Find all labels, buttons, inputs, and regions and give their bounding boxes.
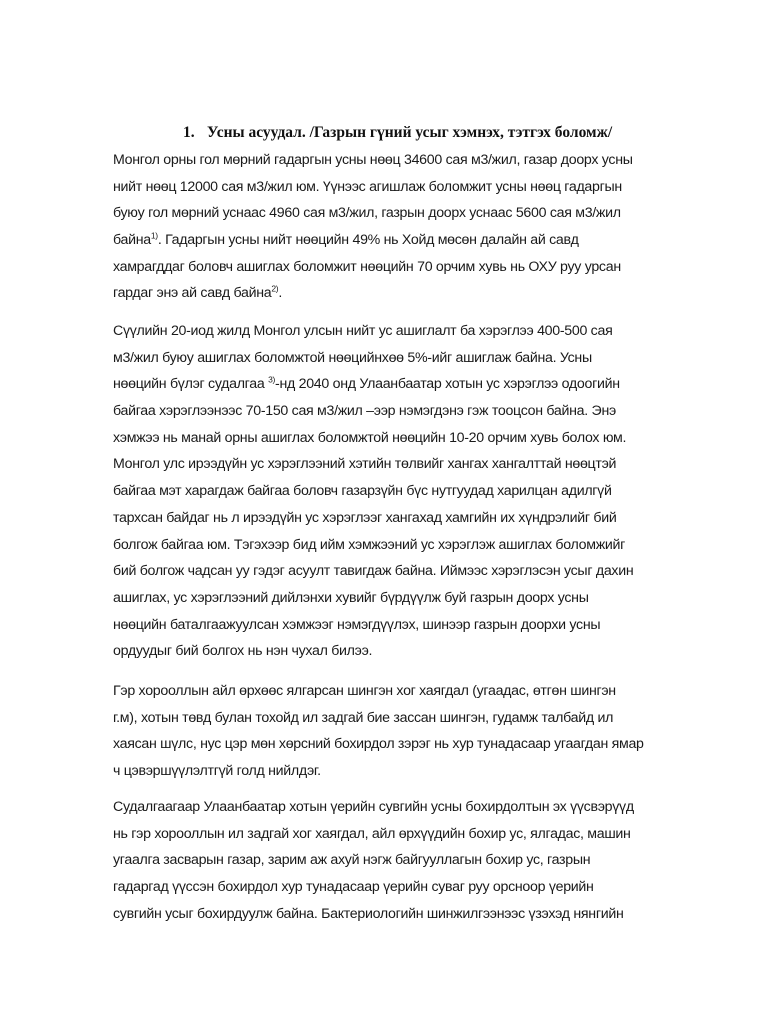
text-line: Судалгаагаар Улаанбаатар хотын үерийн сувгийн усны бохирдолтын эх үүсвэрүүд xyxy=(113,799,634,815)
section-heading xyxy=(183,124,612,142)
text-fragment: гардаг энэ ай савд байна xyxy=(113,285,272,302)
paragraph-water-consumption xyxy=(113,318,673,665)
paragraph-ger-district-pollution xyxy=(113,678,673,785)
text-line: хаясан шүлс, нус цэр мөн хөрсний бохирдол зэрэг нь хур тунадасаар угаагдан ямар xyxy=(113,736,644,753)
text-line: болгож байгаа юм. Тэгэхээр бид ийм хэмжээний ус хэрэглэж ашиглах боломжийг xyxy=(113,536,626,553)
section-number: 1. xyxy=(183,124,195,141)
text-fragment: -нд 2040 онд Улаанбаатар хотын ус хэрэглээ одоогийн xyxy=(275,376,620,393)
text-line: угаалга засварын газар, зарим аж ахуй нэгж байгууллагын бохир ус, газрын xyxy=(113,852,591,869)
text-line: буюу гол мөрний уснаас 4960 сая м3/жил, газрын доорх уснаас 5600 сая м3/жил xyxy=(113,205,621,222)
text-line: байгаа мэт харагдаж байгаа боловч газарзүйн бүс нутгуудад харилцан адилгүй xyxy=(113,483,612,500)
footnote-ref: 2) xyxy=(271,283,279,294)
text-line: Гэр хорооллын айл өрхөөс ялгарсан шингэн хог хаягдал (угаадас, өтгөн шингэн xyxy=(113,683,616,699)
footnote-ref: 3) xyxy=(268,374,276,385)
text-line: байгаа хэрэглээнээс 70-150 сая м3/жил –ээр нэмэгдэнэ гэж тооцсон байна. Энэ xyxy=(113,403,616,420)
text-line: Монгол орны гол мөрний гадаргын усны нөөц 34600 сая м3/жил, газар доорх усны xyxy=(113,152,633,168)
text-fragment: нөөцийн бүлэг судалгаа xyxy=(113,376,269,393)
text-line: хамрагддаг боловч ашиглах боломжит нөөцийн 70 орчим хувь нь ОХУ руу урсан xyxy=(113,258,621,275)
text-fragment: . Гадаргын усны нийт нөөцийн 49% нь Хойд мөсөн далайн ай савд xyxy=(157,232,579,249)
text-line xyxy=(113,280,673,307)
text-fragment: . xyxy=(278,285,282,302)
text-line: ч цэвэршүүлэлтгүй голд нийлдэг. xyxy=(113,763,321,780)
text-line: Сүүлийн 20-иод жилд Монгол улсын нийт ус ашиглалт ба хэрэглээ 400-500 сая xyxy=(113,323,613,339)
paragraph-flood-channel-study xyxy=(113,794,673,927)
text-line: нөөцийн баталгаажуулсан хэмжээг нэмэгдүүлэх, шинээр газрын доорхи усны xyxy=(113,616,601,633)
text-line: гадаргад үүссэн бохирдол хур тунадасаар үерийн суваг руу орсноор үерийн xyxy=(113,879,594,896)
text-line: ордуудыг бий болгох нь нэн чухал билээ. xyxy=(113,643,373,660)
text-line xyxy=(113,371,673,398)
text-line: сувгийн усыг бохирдуулж байна. Бактериологийн шинжилгээнээс үзэхэд нянгийн xyxy=(113,905,624,922)
text-line: нийт нөөц 12000 сая м3/жил юм. Үүнээс агишлаж боломжит усны нөөц гадаргын xyxy=(113,178,622,195)
text-fragment: байна xyxy=(113,232,151,249)
text-line: тархсан байдаг нь л ирээдүйн ус хэрэглээг хангахад хамгийн их хүндрэлийг бий xyxy=(113,509,617,526)
text-line: г.м), хотын төвд булан тохойд ил задгай бие зассан шингэн, гудамж талбайд ил xyxy=(113,709,614,726)
paragraph-water-resources xyxy=(113,147,673,307)
text-line: нь гэр хорооллын ил задгай хог хаягдал, айл өрхүүдийн бохир ус, ялгадас, машин xyxy=(113,825,631,842)
text-line: хэмжээ нь манай орны ашиглах боломжтой нөөцийн 10-20 орчим хувь болох юм. xyxy=(113,429,627,446)
text-line: Монгол улс ирээдүйн ус хэрэглээний хэтийн төлвийг хангах хангалттай нөөцтэй xyxy=(113,456,617,473)
text-line: м3/жил буюу ашиглах боломжтой нөөцийнхөө 5%-ийг ашиглаж байна. Усны xyxy=(113,349,592,366)
section-title: Усны асуудал. /Газрын гүний усыг хэмнэх, тэтгэх боломж/ xyxy=(207,124,613,141)
text-line: бий болгож чадсан уу гэдэг асуулт тавигдаж байна. Иймээс хэрэглэсэн усыг дахин xyxy=(113,563,634,580)
text-line: ашиглах, ус хэрэглээний дийлэнхи хувийг бүрдүүлж буй газрын доорх усны xyxy=(113,589,589,606)
text-line xyxy=(113,227,673,254)
footnote-ref: 1) xyxy=(150,230,158,241)
